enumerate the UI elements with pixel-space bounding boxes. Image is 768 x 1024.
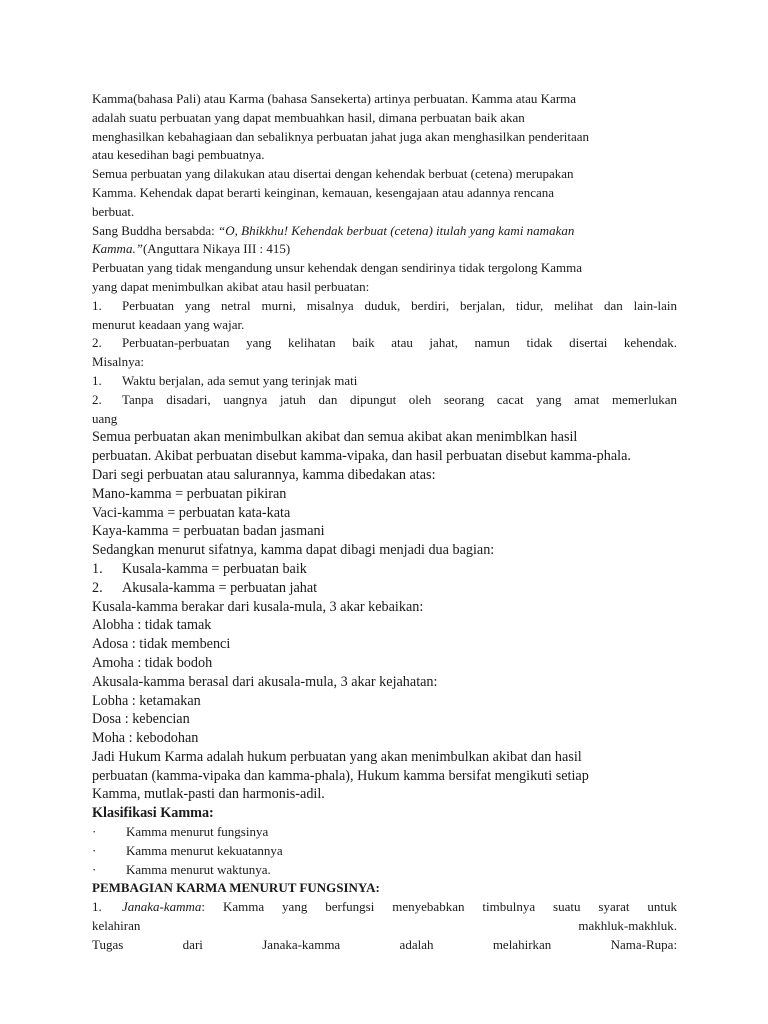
janaka-term: Janaka-kamma: [122, 899, 202, 915]
numbered-item: [92, 579, 677, 598]
paragraph-line: Kamma(bahasa Pali) atau Karma (bahasa Sansekerta) artinya perbuatan. Kamma atau Karma: [92, 91, 577, 106]
paragraph-line: Akusala-kamma berasal dari akusala-mula, 3 akar kejahatan:: [92, 673, 438, 690]
paragraph-line: Vaci-kamma = perbuatan kata-kata: [92, 504, 291, 521]
item-text: Akusala-kamma = perbuatan jahat: [122, 579, 318, 596]
item-text: : Kamma yang berfungsi menyebabkan timbulnya suatu syarat untuk: [201, 899, 677, 915]
quote-source: (Anguttara Nikaya III : 415): [142, 241, 291, 257]
paragraph-line: Lobha : ketamakan: [92, 692, 201, 709]
item-text: Perbuatan-perbuatan yang kelihatan baik atau jahat, namun tidak disertai kehendak.: [122, 335, 677, 351]
section-heading: PEMBAGIAN KARMA MENURUT FUNGSINYA:: [92, 880, 380, 896]
paragraph-line: menghasilkan kebahagiaan dan sebaliknya perbuatan jahat juga akan menghasilkan penderitaan: [92, 128, 590, 144]
item-number: 2.: [92, 579, 103, 596]
item-text: Kusala-kamma = perbuatan baik: [122, 560, 307, 577]
paragraph-line: Sedangkan menurut sifatnya, kamma dapat dibagi menjadi dua bagian:: [92, 542, 495, 559]
paragraph-line: perbuatan. Akibat perbuatan disebut kamma-vipaka, dan hasil perbuatan disebut kamma-phala.: [92, 448, 631, 465]
item-number: 2.: [92, 335, 102, 351]
bullet-text: Kamma menurut fungsinya: [126, 824, 269, 840]
bullet-icon: ·: [92, 824, 97, 840]
paragraph-line: berbuat.: [92, 203, 135, 219]
klasifikasi-heading: Klasifikasi Kamma:: [92, 805, 214, 822]
bullet-text: Kamma menurut waktunya.: [126, 861, 271, 877]
paragraph-line: Dari segi perbuatan atau salurannya, kamma dibedakan atas:: [92, 466, 436, 483]
word: Nama-Rupa:: [610, 936, 678, 952]
item-text: Tanpa disadari, uangnya jatuh dan dipungut oleh seorang cacat yang amat memerlukan: [122, 391, 677, 407]
paragraph-line: Kamma, mutlak-pasti dan harmonis-adil.: [92, 786, 325, 803]
word: makhluk-makhluk.: [578, 918, 677, 934]
buddha-quote-end: Kamma.”: [92, 241, 143, 257]
paragraph-line: Mano-kamma = perbuatan pikiran: [92, 485, 287, 502]
paragraph-line: Dosa : kebencian: [92, 711, 190, 728]
word: adalah: [399, 936, 434, 952]
numbered-item: [92, 297, 677, 316]
paragraph-line: perbuatan (kamma-vipaka dan kamma-phala), Hukum kamma bersifat mengikuti setiap: [92, 767, 589, 784]
paragraph-line: Amoha : tidak bodoh: [92, 654, 213, 671]
item-number: 1.: [92, 560, 103, 577]
quote-intro: Sang Buddha bersabda:: [92, 222, 219, 238]
numbered-item: [92, 334, 677, 353]
item-number: 1.: [92, 297, 102, 313]
paragraph-line: yang dapat menimbulkan akibat atau hasil perbuatan:: [92, 278, 370, 294]
quote-line: [92, 222, 677, 241]
word: Tugas: [92, 936, 124, 952]
item-text: Perbuatan yang netral murni, misalnya duduk, berdiri, berjalan, tidur, melihat dan lain-lain: [122, 297, 677, 313]
numbered-item: [92, 391, 677, 410]
numbered-item: [92, 560, 677, 579]
paragraph-line: Jadi Hukum Karma adalah hukum perbuatan yang akan menimbulkan akibat dan hasil: [92, 748, 582, 765]
word: kelahiran: [92, 918, 141, 934]
document-page: [92, 90, 677, 955]
paragraph-line: Alobha : tidak tamak: [92, 617, 212, 634]
paragraph-line: Perbuatan yang tidak mengandung unsur kehendak dengan sendirinya tidak tergolong Kamma: [92, 260, 583, 276]
item-continuation: menurut keadaan yang wajar.: [92, 316, 245, 332]
word: dari: [182, 936, 203, 952]
numbered-item: [92, 898, 677, 917]
word: melahirkan: [492, 936, 552, 952]
numbered-item: [92, 372, 677, 391]
bullet-item: [92, 861, 677, 880]
item-continuation: uang: [92, 410, 118, 426]
item-number: 1.: [92, 372, 102, 388]
quote-line: [92, 240, 677, 259]
paragraph-line: Kamma. Kehendak dapat berarti keinginan, kemauan, kesengajaan atau adannya rencana: [92, 184, 555, 200]
paragraph-line: atau kesedihan bagi pembuatnya.: [92, 147, 265, 163]
paragraph-line: Kaya-kamma = perbuatan badan jasmani: [92, 523, 325, 540]
bullet-item: [92, 842, 677, 861]
buddha-quote: “O, Bhikkhu! Kehendak berbuat (cetena) itulah yang kami namakan: [218, 222, 575, 238]
bullet-item: [92, 823, 677, 842]
justified-line: [92, 917, 677, 936]
word: Janaka-kamma: [262, 936, 341, 952]
bullet-icon: ·: [92, 861, 97, 877]
bullet-icon: ·: [92, 842, 97, 858]
paragraph-line: Semua perbuatan akan menimbulkan akibat dan semua akibat akan menimblkan hasil: [92, 429, 578, 446]
paragraph-line: Semua perbuatan yang dilakukan atau disertai dengan kehendak berbuat (cetena) merupakan: [92, 166, 574, 182]
paragraph-line: adalah suatu perbuatan yang dapat membuahkan hasil, dimana perbuatan baik akan: [92, 109, 525, 125]
item-number: 1.: [92, 899, 102, 915]
item-text: Waktu berjalan, ada semut yang terinjak mati: [122, 372, 358, 388]
paragraph-line: Kusala-kamma berakar dari kusala-mula, 3 akar kebaikan:: [92, 598, 424, 615]
justified-line: [92, 936, 677, 955]
item-continuation: Misalnya:: [92, 354, 144, 370]
paragraph-line: Adosa : tidak membenci: [92, 636, 231, 653]
paragraph-line: Moha : kebodohan: [92, 730, 199, 747]
bullet-text: Kamma menurut kekuatannya: [126, 842, 283, 858]
item-number: 2.: [92, 391, 102, 407]
